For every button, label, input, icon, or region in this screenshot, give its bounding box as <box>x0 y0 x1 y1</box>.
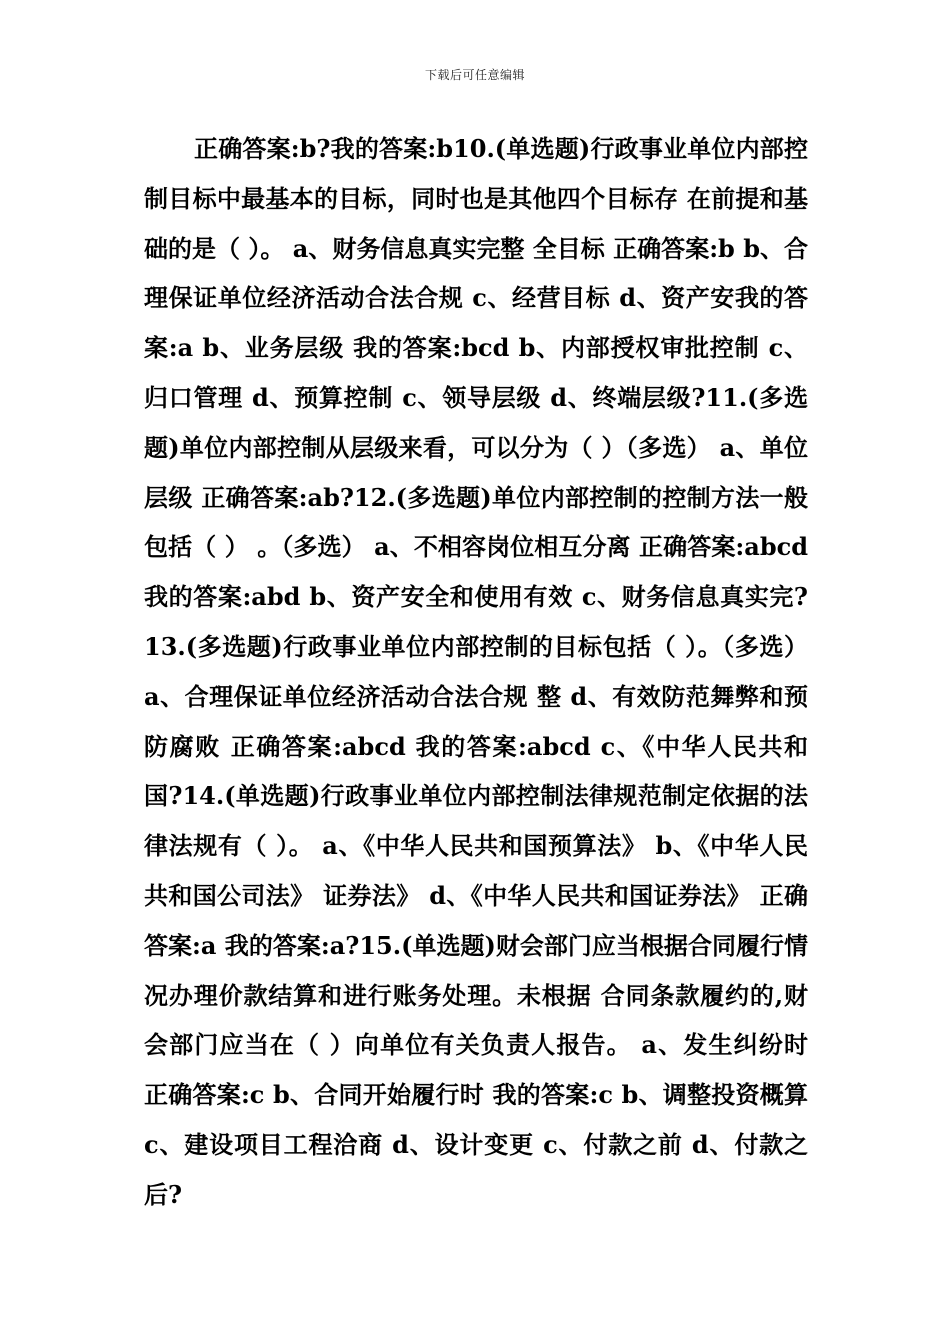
document-body-text: 正确答案:b?我的答案:b10.(单选题)行政事业单位内部控制目标中最基本的目标，同时也是其他四个目标存 在前提和基础的是（ ）。 a、财务信息真实完整 全目标 正确答案:b b、合理保证单位经济活动合法合规 c、经营目标 d、资产安我的答案:a b、业务层级 我的答案:bcd b、内部授权审批控制 c、归口管理 d、预算控制 c、领导层级 d、终端层级?11.(多选题)单位内部控制从层级来看，可以分为（ ）（多选） a、单位层级 正确答案:ab?12.(多选题)单位内部控制的控制方法一般包括（ ） 。（多选） a、不相容岗位相互分离 正确答案:abcd 我的答案:abd b、资产安全和使用有效 c、财务信息真实完?13.(多选题)行政事业单位内部控制的目标包括（ ）。（多选） a、合理保证单位经济活动合法合规 整 d、有效防范舞弊和预防腐败 正确答案:abcd 我的答案:abcd c、《中华人民共和国?14.(单选题)行政事业单位内部控制法律规范制定依据的法律法规有（ ）。 a、《中华人民共和国预算法》 b、《中华人民共和国公司法》 证券法》 d、《中华人民共和国证券法》 正确答案:a 我的答案:a?15.(单选题)财会部门应当根据合同履行情况办理价款结算和进行账务处理。未根据 合同条款履约的,财会部门应当在（ ）向单位有关负责人报告。 a、发生纠纷时 正确答案:c b、合同开始履行时 我的答案:c b、调整投资概算 c、建设项目工程洽商 d、设计变更 c、付款之前 d、付款之后? <box>144 134 808 1209</box>
page-header-note: 下载后可任意编辑 <box>424 68 525 82</box>
